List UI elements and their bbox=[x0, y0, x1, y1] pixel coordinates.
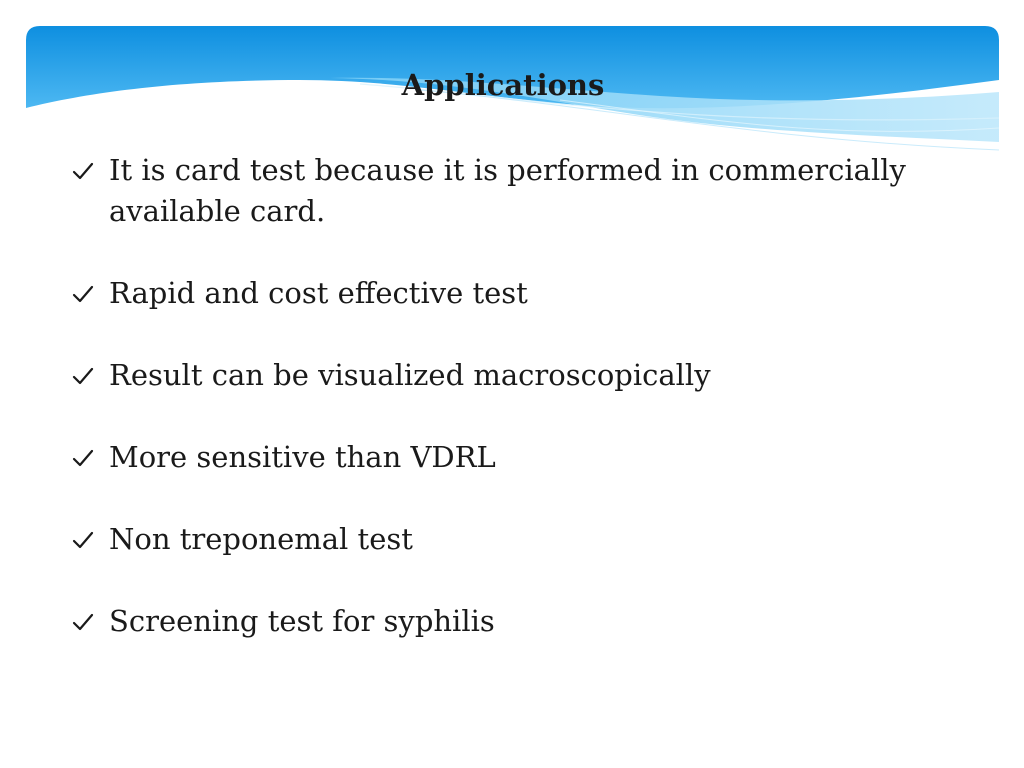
bullet-item bbox=[72, 519, 942, 560]
bullet-text: It is card test because it is performed in commercially available card. bbox=[109, 153, 906, 228]
bullet-item bbox=[72, 437, 942, 478]
checkmark-icon bbox=[72, 447, 94, 469]
bullet-item bbox=[72, 355, 942, 396]
checkmark-icon bbox=[72, 611, 94, 633]
bullet-item bbox=[72, 601, 942, 642]
bullet-text: Rapid and cost effective test bbox=[109, 276, 528, 310]
checkmark-icon bbox=[72, 365, 94, 387]
slide-title: Applications bbox=[401, 68, 605, 102]
bullet-item bbox=[72, 273, 942, 314]
bullet-text: More sensitive than VDRL bbox=[109, 440, 496, 474]
bullet-text: Non treponemal test bbox=[109, 522, 413, 556]
checkmark-icon bbox=[72, 529, 94, 551]
checkmark-icon bbox=[72, 160, 94, 182]
bullet-list bbox=[72, 150, 942, 683]
bullet-text: Result can be visualized macroscopically bbox=[109, 358, 711, 392]
checkmark-icon bbox=[72, 283, 94, 305]
bullet-item bbox=[72, 150, 942, 232]
bullet-text: Screening test for syphilis bbox=[109, 604, 495, 638]
